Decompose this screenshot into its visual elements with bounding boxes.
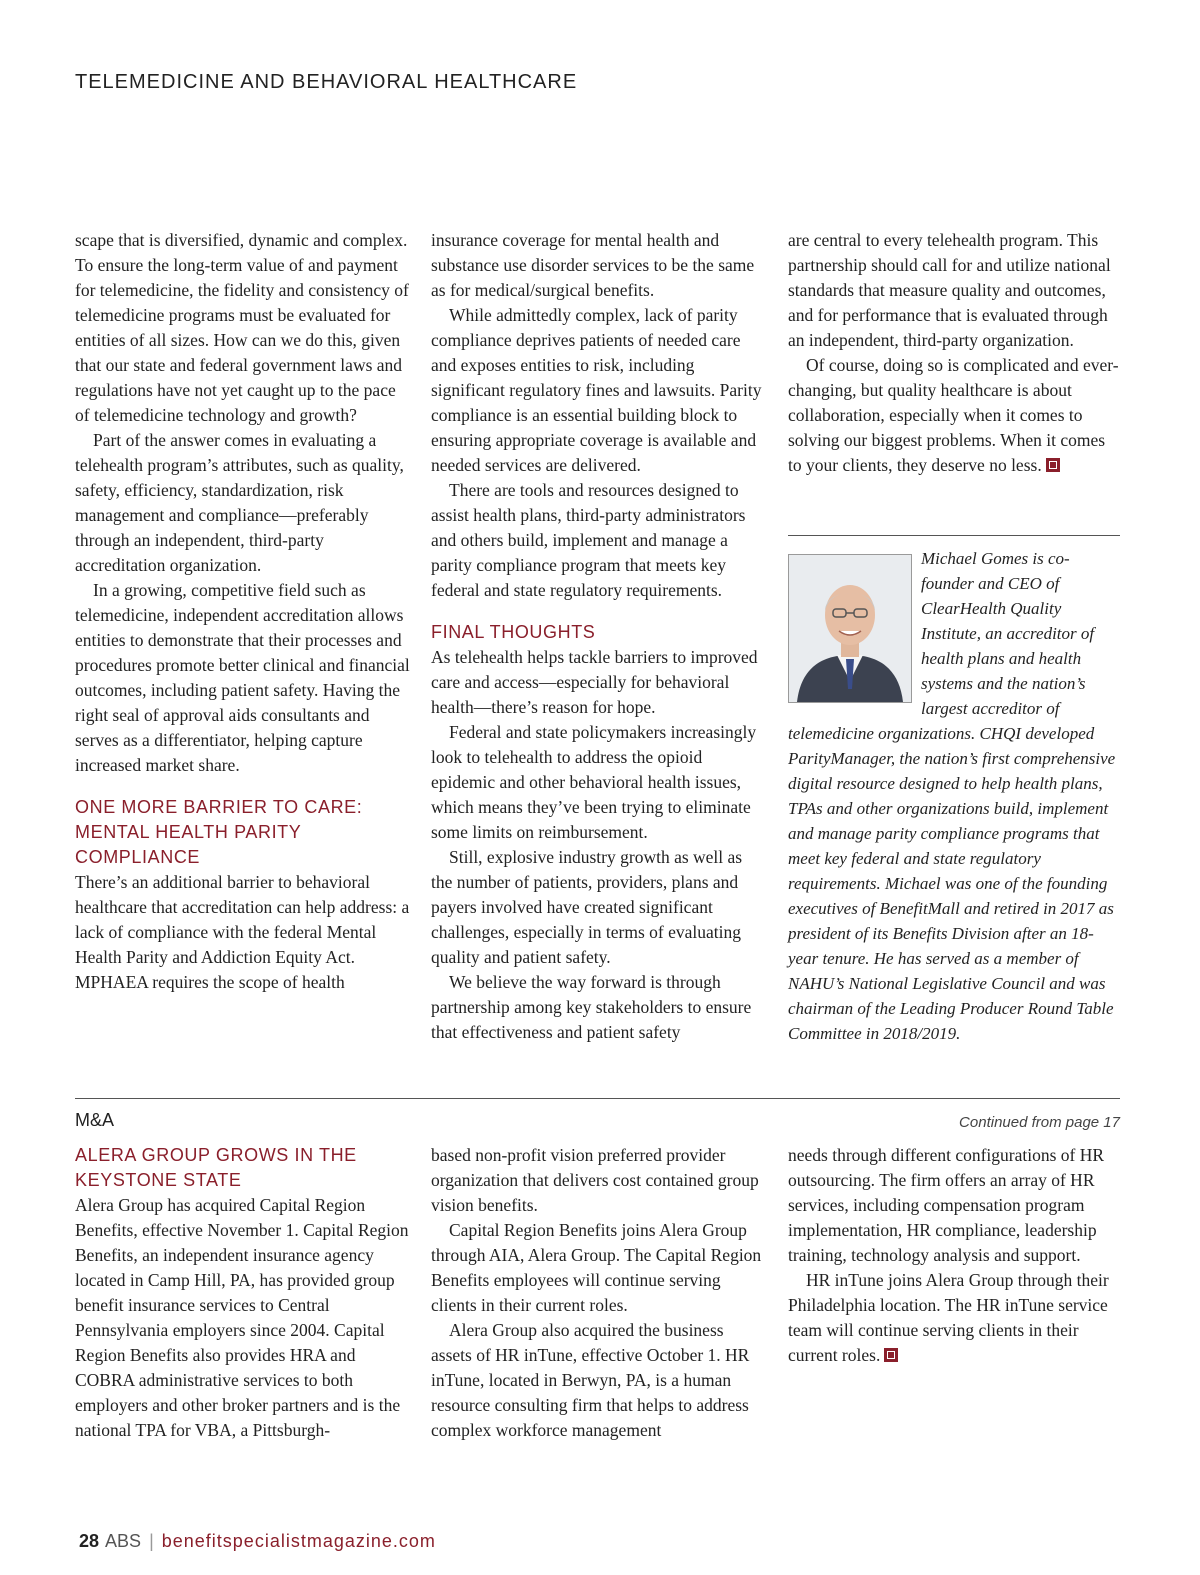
continued-note: Continued from page 17 (959, 1114, 1120, 1131)
bio-divider (788, 535, 1120, 536)
article-paragraph: Part of the answer comes in evaluating a telehealth program’s attributes, such as quality, safety, efficiency, standardization, risk management and compliance—preferably through an independent, third-party accreditation organization. (75, 430, 404, 575)
article-paragraph: Federal and state policymakers increasingly look to telehealth to address the opioid epidemic and other behavioral health issues, which means they’ve been trying to eliminate some limits on reimbursement. (431, 722, 757, 842)
ma-section-label: M&A (75, 1110, 115, 1130)
article-paragraph-text: Of course, doing so is complicated and ever-changing, but quality healthcare is about collaboration, especially when it comes to solving our biggest problems. When it comes to your clients, they deserve no less. (788, 355, 1119, 475)
ma-paragraph-text: HR inTune joins Alera Group through their Philadelphia location. The HR inTune service team will continue serving clients in their current roles. (788, 1270, 1109, 1365)
author-portrait-icon (789, 555, 911, 702)
article-paragraph: We believe the way forward is through partnership among key stakeholders to ensure that effectiveness and patient safety (431, 972, 752, 1042)
footer-separator: | (149, 1531, 154, 1551)
subheading-parity-compliance: ONE MORE BARRIER TO CARE: MENTAL HEALTH PARITY COMPLIANCE (75, 797, 363, 867)
ma-paragraph: needs through different configurations of HR outsourcing. The firm offers an array of HR services, including compensation program implementation, HR compliance, leadership training, technology analysis and support. (788, 1145, 1105, 1265)
ma-paragraph: based non-profit vision preferred provider organization that delivers cost contained group vision benefits. (431, 1145, 759, 1215)
ma-paragraph: Alera Group also acquired the business assets of HR inTune, effective October 1. HR inTune, located in Berwyn, PA, is a human resource consulting firm that helps to address complex workforce management (431, 1320, 750, 1440)
article-paragraph: Still, explosive industry growth as well as the number of patients, providers, plans and payers involved have created significant challenges, especially in terms of evaluating quality and patient safety. (431, 847, 743, 967)
author-bio (788, 546, 1122, 1046)
bio-text: Michael Gomes is co-founder and CEO of ClearHealth Quality Institute, an accreditor of health plans and health systems and the nation’s largest accreditor of telemedicine organizations. CHQI developed ParityManager, the nation’s first comprehensive digital resource designed to help health plans, TPAs and other organizations build, implement and manage parity compliance programs that meet key federal and state regulatory requirements. Michael was one of the founding executives of BenefitMall and retired in 2017 as president of its Benefits Division after an 18-year tenure. He has served as a member of NAHU’s National Legislative Council and was chairman of the Leading Producer Round Table Committee in 2018/2019. (788, 549, 1116, 1043)
ma-heading: ALERA GROUP GROWS IN THE KEYSTONE STATE (75, 1145, 357, 1190)
article-paragraph: As telehealth helps tackle barriers to improved care and access—especially for behavioral health—there’s reason for hope. (431, 647, 758, 717)
ma-paragraph: Alera Group has acquired Capital Region Benefits, effective November 1. Capital Region Benefits, an independent insurance agency located in Camp Hill, PA, has provided group benefit insurance services to Central Pennsylvania employers since 2004. Capital Region Benefits also provides HRA and COBRA administrative services to both employers and other broker partners and is the national TPA for VBA, a Pittsburgh- (75, 1195, 409, 1440)
author-photo (788, 554, 912, 703)
ma-divider (75, 1098, 1120, 1099)
article-paragraph: While admittedly complex, lack of parity compliance deprives patients of needed care and exposes entities to risk, including significant regulatory fines and lawsuits. Parity compliance is an essential building block to ensuring appropriate coverage is available and needed services are delivered. (431, 305, 762, 475)
subheading-final-thoughts: FINAL THOUGHTS (431, 622, 596, 642)
publication-abbrev: ABS (105, 1531, 142, 1551)
page-footer (79, 1531, 436, 1552)
article-column-1 (75, 228, 410, 995)
website-link[interactable]: benefitspecialistmagazine.com (161, 1531, 436, 1551)
article-paragraph: There are tools and resources designed to assist health plans, third-party administrators and others build, implement and manage a parity compliance program that meets key federal and state regulatory requirements. (431, 480, 746, 600)
end-mark-icon (884, 1348, 898, 1362)
article-paragraph (788, 353, 1122, 478)
page-number: 28 (79, 1531, 100, 1551)
ma-column-1 (75, 1143, 410, 1443)
article-paragraph: There’s an additional barrier to behavioral healthcare that accreditation can help address: a lack of compliance with the federal Mental Health Parity and Addiction Equity Act. MPHAEA requires the scope of health (75, 872, 410, 992)
ma-column-2 (431, 1143, 766, 1443)
article-paragraph: insurance coverage for mental health and substance use disorder services to be the same as for medical/surgical benefits. (431, 230, 755, 300)
article-column-3 (788, 228, 1122, 478)
article-column-2 (431, 228, 766, 1045)
ma-column-3 (788, 1143, 1122, 1368)
article-paragraph: are central to every telehealth program. This partnership should call for and utilize national standards that measure quality and outcomes, and for performance that is evaluated through an independent, third-party organization. (788, 230, 1111, 350)
end-mark-icon (1046, 458, 1060, 472)
article-paragraph: scape that is diversified, dynamic and complex. To ensure the long-term value of and payment for telemedicine, the fidelity and consistency of telemedicine programs must be evaluated for entities of all sizes. How can we do this, given that our state and federal government laws and regulations have not yet caught up to the pace of telemedicine technology and growth? (75, 230, 409, 425)
ma-paragraph (788, 1268, 1122, 1368)
ma-paragraph: Capital Region Benefits joins Alera Group through AIA, Alera Group. The Capital Region Benefits employees will continue serving clients in their current roles. (431, 1220, 762, 1315)
article-paragraph: In a growing, competitive field such as telemedicine, independent accreditation allows entities to demonstrate that their processes and procedures promote better clinical and financial outcomes, including patient safety. Having the right seal of approval aids consultants and serves as a differentiator, helping capture increased market share. (75, 580, 410, 775)
section-title: TELEMEDICINE AND BEHAVIORAL HEALTHCARE (75, 71, 578, 93)
